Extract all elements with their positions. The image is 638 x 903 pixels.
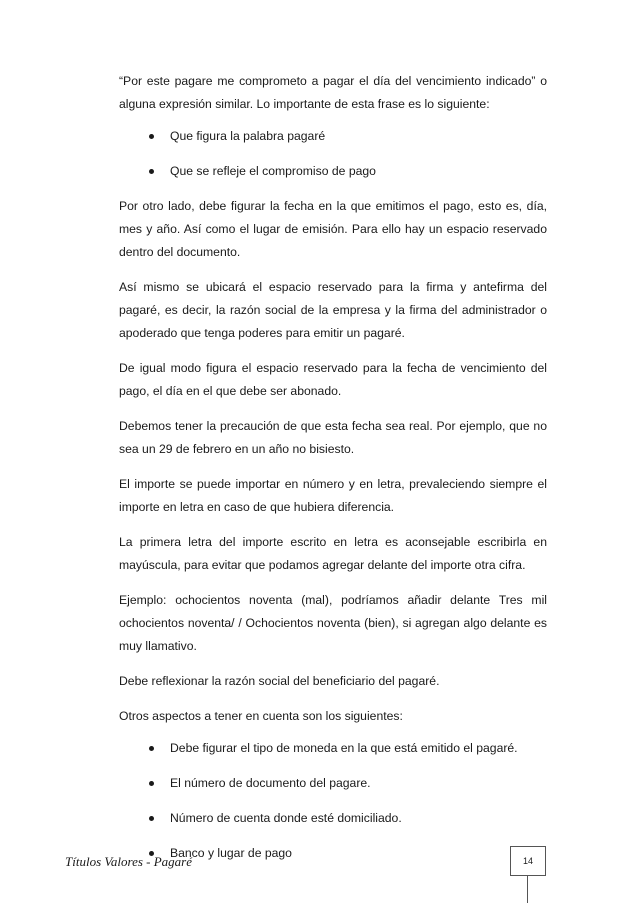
list-item-text: Número de cuenta donde esté domiciliado. — [170, 811, 402, 825]
page-number-box — [510, 846, 546, 876]
bullet-icon — [149, 816, 154, 821]
list-item-text: El número de documento del pagare. — [170, 776, 371, 790]
list-item-text: Debe figurar el tipo de moneda en la que está emitido el pagaré. — [170, 741, 518, 755]
paragraph: Otros aspectos a tener en cuenta son los siguientes: — [119, 709, 403, 723]
paragraph: Por otro lado, debe figurar la fecha en la que emitimos el pago, esto es, día, mes y año. Así como el lugar de emisión. Para ello hay un espacio reservado dentro del documento. — [119, 199, 547, 259]
bullet-list — [119, 737, 547, 865]
bullet-list — [119, 125, 547, 183]
list-item-text: Banco y lugar de pago — [170, 846, 292, 860]
list-item — [119, 772, 547, 795]
paragraph: Debe reflexionar la razón social del beneficiario del pagaré. — [119, 674, 440, 688]
page-number: 14 — [522, 856, 533, 866]
paragraph: La primera letra del importe escrito en letra es aconsejable escribirla en mayúscula, para evitar que podamos agregar delante del importe otra cifra. — [119, 535, 547, 572]
footer-title: Títulos Valores - Pagaré — [65, 854, 192, 869]
paragraph: Ejemplo: ochocientos noventa (mal), podríamos añadir delante Tres mil ochocientos noventa/ / Ochocientos noventa (bien), si agregan algo delante es muy llamativo. — [119, 593, 547, 653]
bullet-icon — [149, 134, 154, 139]
list-item — [119, 807, 547, 830]
paragraph: Así mismo se ubicará el espacio reservado para la firma y antefirma del pagaré, es decir, la razón social de la empresa y la firma del administrador o apoderado que tenga poderes para emitir un pagaré. — [119, 280, 547, 340]
page-number-rule — [527, 876, 528, 903]
paragraph: “Por este pagare me comprometo a pagar el día del vencimiento indicado” o alguna expresión similar. Lo importante de esta frase es lo siguiente: — [119, 74, 547, 111]
list-item — [119, 125, 547, 148]
list-item — [119, 737, 547, 760]
list-item-text: Que se refleje el compromiso de pago — [170, 164, 376, 178]
bullet-icon — [149, 781, 154, 786]
list-item — [119, 160, 547, 183]
bullet-icon — [149, 746, 154, 751]
document-body — [119, 70, 547, 877]
paragraph: El importe se puede importar en número y en letra, prevaleciendo siempre el importe en letra en caso de que hubiera diferencia. — [119, 477, 547, 514]
list-item-text: Que figura la palabra pagaré — [170, 129, 326, 143]
paragraph: Debemos tener la precaución de que esta fecha sea real. Por ejemplo, que no sea un 29 de febrero en un año no bisiesto. — [119, 419, 547, 456]
paragraph: De igual modo figura el espacio reservado para la fecha de vencimiento del pago, el día en el que debe ser abonado. — [119, 361, 547, 398]
bullet-icon — [149, 169, 154, 174]
